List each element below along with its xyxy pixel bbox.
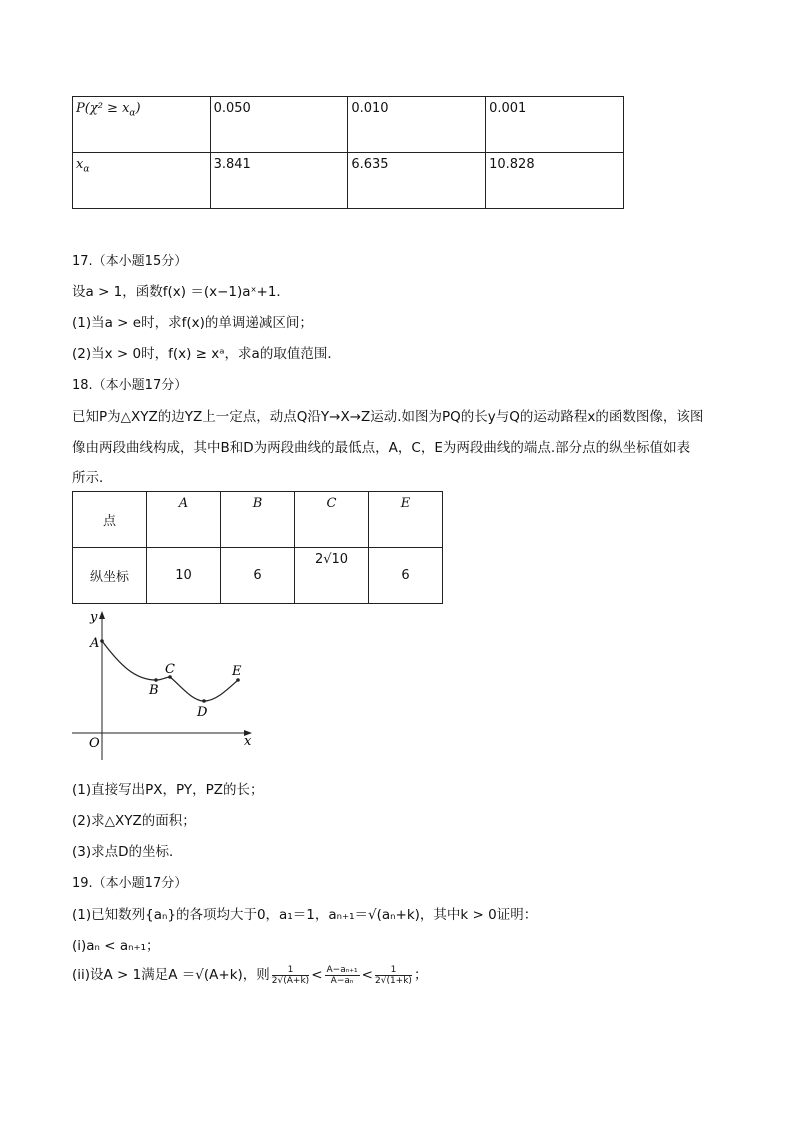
q17-part2: (2)当x > 0时，f(x) ≥ xᵃ，求a的取值范围．: [72, 346, 341, 362]
q18-part3: (3)求点D的坐标．: [72, 844, 183, 860]
curve-segment-2: [170, 677, 238, 701]
chi-prob-cell: 0.010: [348, 97, 486, 153]
function-graph: [70, 605, 260, 765]
point-b-dot: [154, 678, 158, 682]
point-a-dot: [100, 639, 104, 643]
coord-value: 6: [221, 548, 295, 604]
chi-critical-cell: 10.828: [486, 153, 624, 209]
chi-critical-cell: 3.841: [210, 153, 348, 209]
fraction-lower-bound: $\frac{1}{2√(A+k)}$: [271, 964, 310, 986]
q18-stem-line3: 所示．: [72, 470, 113, 486]
x-axis-label: x: [244, 734, 252, 749]
q19-sub1: (i)aₙ < aₙ₊₁；: [72, 938, 160, 954]
q18-part2: (2)求△XYZ的面积；: [72, 813, 196, 829]
chi-row2-label: $x_\alpha$: [73, 153, 211, 209]
coord-head: B: [221, 492, 295, 548]
fraction-upper-bound: $\frac{1}{2√(1+k)}$: [374, 964, 412, 986]
chi-square-table: [72, 96, 624, 209]
chi-prob-cell: 0.050: [210, 97, 348, 153]
coord-value: 6: [369, 548, 443, 604]
point-b-label: B: [149, 683, 159, 698]
point-e-label: E: [232, 664, 242, 679]
coord-head: E: [369, 492, 443, 548]
q19-part1: (1)已知数列{aₙ}的各项均大于0，a₁＝1，aₙ₊₁＝√(aₙ+k)，其中k > 0证明：: [72, 907, 538, 923]
q19-sub2-text: (ii)设A > 1满足A ＝√(A+k)，则: [72, 967, 270, 983]
curve-segment-1: [102, 641, 170, 680]
coord-head: A: [147, 492, 221, 548]
coord-value: 2√10: [295, 548, 369, 604]
coordinate-table: [72, 491, 443, 604]
coord-head-point: 点: [73, 492, 147, 548]
origin-label: O: [89, 736, 100, 751]
q17-title: 17.（本小题15分）: [72, 254, 188, 269]
q18-part1: (1)直接写出PX，PY，PZ的长；: [72, 782, 264, 798]
q19-sub2: (ii)设A > 1满足A ＝√(A+k)，则 $\frac{1}{2√(A+k)}$ < $\frac{\text{A−aₙ₊₁}}{\text{A−aₙ}}$ < $\frac{1}{2√(1+k)}$ ；: [72, 964, 428, 986]
q18-title: 18.（本小题17分）: [72, 378, 188, 393]
point-c-label: C: [165, 662, 175, 677]
q18-stem-line2: 像由两段曲线构成，其中B和D为两段曲线的最低点，A，C，E为两段曲线的端点.部分点的纵坐标值如表: [72, 440, 691, 456]
y-axis-label: y: [90, 610, 98, 625]
chi-row1-label: $P(\chi^2 \ge x_\alpha)$: [73, 97, 211, 153]
q18-stem-line1: 已知P为△XYZ的边YZ上一定点，动点Q沿Y→X→Z运动.如图为PQ的长y与Q的运动路程x的函数图像，该图: [72, 409, 704, 425]
q17-stem: 设a > 1，函数f(x) ＝(x−1)aˣ+1．: [72, 284, 290, 300]
point-d-label: D: [197, 705, 208, 720]
coord-row-label: 纵坐标: [73, 548, 147, 604]
coord-value: 10: [147, 548, 221, 604]
chi-critical-cell: 6.635: [348, 153, 486, 209]
chi-prob-cell: 0.001: [486, 97, 624, 153]
fraction-ratio: $\frac{\text{A−aₙ₊₁}}{\text{A−aₙ}}$: [326, 964, 358, 986]
y-axis-arrow: [99, 611, 105, 619]
q17-part1: (1)当a > e时，求f(x)的单调递减区间；: [72, 315, 313, 331]
q19-title: 19.（本小题17分）: [72, 876, 188, 891]
point-d-dot: [202, 699, 206, 703]
coord-head: C: [295, 492, 369, 548]
point-a-label: A: [90, 636, 100, 651]
